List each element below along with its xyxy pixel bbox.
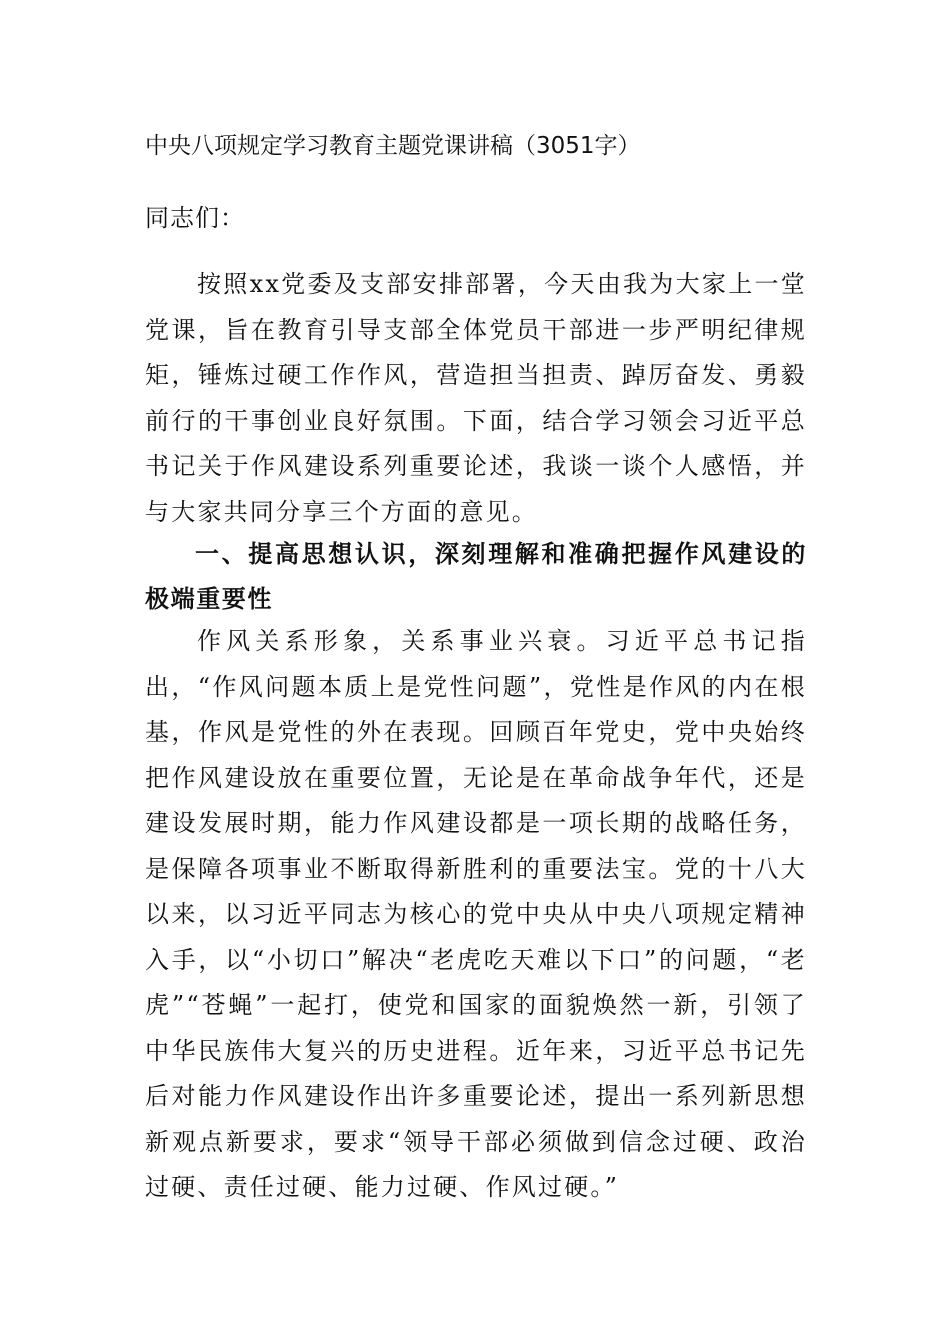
- document-title: 中央八项规定学习教育主题党课讲稿（3051字）: [145, 133, 641, 159]
- section-heading: 一、提高思想认识，深刻理解和准确把握作风建设的极端重要性: [145, 540, 807, 613]
- body-paragraph: 作风关系形象，关系事业兴衰。习近平总书记指出，“作风问题本质上是党性问题”，党性是作风的内在根基，作风是党性的外在表现。回顾百年党史，党中央始终把作风建设放在重要位置，无论是在革命战争年代，还是建设发展时期，能力作风建设都是一项长期的战略任务，是保障各项事业不断取得新胜利的重要法宝。党的十八大以来，以习近平同志为核心的党中央从中央八项规定精神入手，以“小切口”解决“老虎吃天难以下口”的问题，“老虎”“苍蝇”一起打，使党和国家的面貌焕然一新，引领了中华民族伟大复兴的历史进程。近年来，习近平总书记先后对能力作风建设作出许多重要论述，提出一系列新思想新观点新要求，要求“领导干部必须做到信念过硬、政治过硬、责任过硬、能力过硬、作风过硬。”: [145, 627, 807, 1201]
- intro-paragraph: 按照xx党委及支部安排部署，今天由我为大家上一堂党课，旨在教育引导支部全体党员干部进一步严明纪律规矩，锤炼过硬工作作风，营造担当担责、踔厉奋发、勇毅前行的干事创业良好氛围。下面，结合学习领会习近平总书记关于作风建设系列重要论述，我谈一谈个人感悟，并与大家共同分享三个方面的意见。: [145, 270, 807, 526]
- salutation: 同志们：: [145, 204, 245, 232]
